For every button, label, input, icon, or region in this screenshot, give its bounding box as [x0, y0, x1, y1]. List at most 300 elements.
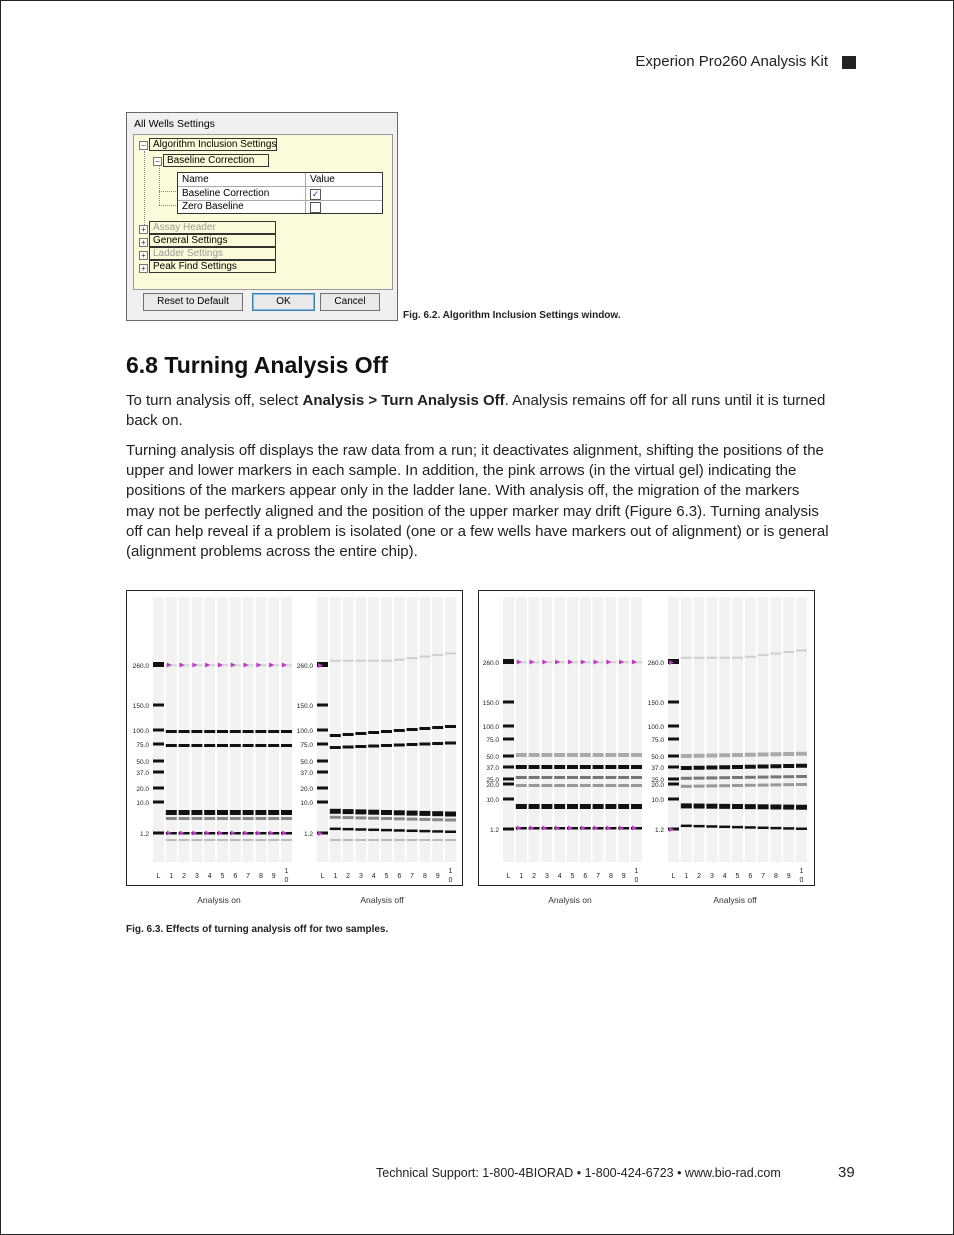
upper-marker-band — [796, 649, 807, 651]
sample-band — [330, 809, 341, 814]
sample-band — [230, 839, 241, 841]
tree-node-baseline-correction[interactable]: Baseline Correction — [163, 154, 269, 167]
ladder-size-label: 1.2 — [654, 827, 664, 834]
sample-band — [554, 776, 565, 779]
sample-band — [217, 817, 228, 820]
plus-icon[interactable]: + — [139, 251, 148, 260]
sample-band — [605, 776, 616, 779]
sample-band — [681, 785, 692, 788]
sample-band — [217, 730, 228, 733]
sample-band — [732, 784, 743, 787]
sample-band — [394, 810, 405, 815]
reset-to-default-button[interactable]: Reset to Default — [143, 293, 243, 311]
sample-band — [381, 817, 392, 820]
sample-band — [368, 810, 379, 815]
ladder-size-label: 37.0 — [300, 770, 313, 777]
settings-tree-panel — [133, 134, 393, 290]
sample-band — [516, 765, 527, 769]
ladder-band — [668, 755, 679, 758]
ladder-band — [503, 701, 514, 704]
gel-lane — [567, 597, 578, 862]
ladder-size-label: 20.0 — [136, 786, 149, 793]
sample-band — [719, 804, 730, 809]
ladder-size-label: 20.0 — [651, 782, 664, 789]
lane-label: 0 — [799, 877, 804, 884]
upper-marker-band — [419, 656, 430, 658]
minus-icon[interactable]: − — [139, 141, 148, 150]
ladder-size-label: 100.0 — [482, 724, 499, 731]
sample-band — [732, 776, 743, 779]
lane-label: 4 — [557, 873, 562, 880]
lane-label: 7 — [246, 873, 251, 880]
sample-band — [681, 777, 692, 780]
sample-band — [381, 839, 392, 841]
sample-band — [554, 753, 565, 757]
dialog-title: All Wells Settings — [134, 118, 215, 130]
sample-band — [719, 784, 730, 787]
sample-band — [593, 776, 604, 779]
gel-panel-sample-1 — [126, 590, 463, 886]
ok-button[interactable]: OK — [252, 293, 315, 311]
sample-band — [281, 744, 292, 747]
ladder-size-label: 50.0 — [300, 759, 313, 766]
sample-band — [745, 753, 756, 757]
zero-baseline-checkbox[interactable] — [310, 202, 321, 213]
lower-marker-band — [368, 829, 379, 832]
plus-icon[interactable]: + — [139, 225, 148, 234]
sample-band — [719, 765, 730, 769]
sample-band — [554, 784, 565, 787]
lane-label: L — [156, 873, 161, 880]
sample-band — [394, 817, 405, 820]
sample-band — [580, 753, 591, 757]
sample-band — [243, 810, 254, 815]
sample-band — [580, 765, 591, 769]
sample-band — [432, 742, 443, 745]
ladder-size-label: 25.0 — [486, 777, 499, 784]
sample-band — [529, 804, 540, 809]
sample-band — [529, 784, 540, 787]
ladder-size-label: 10.0 — [651, 797, 664, 804]
sample-band — [719, 776, 730, 779]
checkmark-icon: ✓ — [311, 189, 320, 199]
gel-lane — [758, 597, 769, 862]
upper-marker-band — [432, 654, 443, 656]
lane-label: 0 — [634, 877, 639, 884]
lower-marker-band — [355, 828, 366, 831]
sample-band — [243, 744, 254, 747]
sample-band — [554, 804, 565, 809]
sample-band — [255, 810, 266, 815]
tree-line — [159, 165, 160, 205]
upper-marker-band — [355, 660, 366, 662]
gel-lane — [783, 597, 794, 862]
lower-marker-band — [419, 830, 430, 833]
gel-lane — [516, 597, 527, 862]
upper-marker-band — [330, 660, 341, 662]
sample-band — [166, 839, 177, 841]
upper-marker-band — [381, 660, 392, 662]
upper-marker-band — [783, 651, 794, 653]
sample-band — [605, 784, 616, 787]
ladder-size-label: 1.2 — [489, 827, 499, 834]
sample-band — [381, 810, 392, 815]
lane-label: 9 — [621, 873, 626, 880]
sample-band — [407, 839, 418, 841]
section-heading: 6.8 Turning Analysis Off — [126, 352, 388, 378]
sample-band — [179, 744, 190, 747]
sample-band — [618, 765, 629, 769]
sample-band — [419, 818, 430, 821]
ladder-size-label: 100.0 — [647, 724, 664, 731]
cancel-button[interactable]: Cancel — [320, 293, 380, 311]
gel-caption-analysis-on-1: Analysis on — [197, 895, 241, 905]
sample-band — [330, 734, 341, 737]
sample-band — [407, 743, 418, 746]
ladder-size-label: 25.0 — [651, 777, 664, 784]
sample-band — [516, 804, 527, 809]
sample-band — [179, 730, 190, 733]
sample-band — [419, 727, 430, 730]
sample-band — [783, 775, 794, 778]
lower-marker-band — [394, 829, 405, 832]
sample-band — [618, 804, 629, 809]
sample-band — [368, 839, 379, 841]
gel-lane — [166, 597, 177, 862]
ladder-band — [668, 783, 679, 786]
sample-band — [758, 784, 769, 787]
gel-lane — [432, 597, 443, 862]
lane-label: L — [506, 873, 511, 880]
sample-band — [567, 784, 578, 787]
sample-band — [355, 809, 366, 814]
sample-band — [191, 744, 202, 747]
lane-label: 1 — [448, 868, 453, 875]
sample-band — [394, 744, 405, 747]
sample-band — [166, 730, 177, 733]
sample-band — [255, 817, 266, 820]
sample-band — [694, 766, 705, 770]
tree-node-assay-header[interactable]: Assay Header — [149, 221, 276, 234]
tree-node-peak-find-settings[interactable]: Peak Find Settings — [149, 260, 276, 273]
sample-band — [694, 804, 705, 809]
property-grid-header — [178, 173, 382, 187]
ladder-size-label: 50.0 — [486, 754, 499, 761]
ladder-size-label: 20.0 — [300, 786, 313, 793]
all-wells-settings-dialog — [126, 112, 398, 321]
lower-marker-band — [758, 827, 769, 830]
sample-band — [281, 839, 292, 841]
sample-band — [541, 765, 552, 769]
sample-band — [204, 744, 215, 747]
ladder-band — [153, 729, 164, 732]
sample-band — [217, 810, 228, 815]
ladder-size-label: 150.0 — [482, 700, 499, 707]
sample-band — [432, 818, 443, 821]
sample-band — [719, 753, 730, 757]
lane-label: 6 — [233, 873, 238, 880]
sample-band — [706, 754, 717, 758]
plus-icon[interactable]: + — [139, 264, 148, 273]
lane-label: 0 — [284, 877, 289, 884]
sample-band — [368, 731, 379, 734]
sample-band — [230, 817, 241, 820]
sample-band — [618, 753, 629, 757]
baseline-correction-checkbox[interactable] — [310, 189, 321, 200]
upper-marker-band — [719, 657, 730, 659]
sample-band — [516, 753, 527, 757]
lane-label: 5 — [570, 873, 575, 880]
tree-node-general-settings[interactable]: General Settings — [149, 234, 276, 247]
ladder-band — [668, 798, 679, 801]
lane-label: 3 — [709, 873, 714, 880]
tree-line — [159, 191, 176, 192]
ladder-size-label: 10.0 — [300, 800, 313, 807]
sample-band — [330, 746, 341, 749]
sample-band — [255, 744, 266, 747]
ladder-size-label: 10.0 — [486, 797, 499, 804]
sample-band — [445, 812, 456, 817]
lane-label: 6 — [748, 873, 753, 880]
sample-band — [343, 809, 354, 814]
sample-band — [179, 817, 190, 820]
sample-band — [618, 784, 629, 787]
ladder-size-label: 150.0 — [296, 703, 313, 710]
sample-band — [191, 730, 202, 733]
sample-band — [529, 776, 540, 779]
lane-label: 6 — [583, 873, 588, 880]
lane-label: 2 — [346, 873, 351, 880]
sample-band — [631, 776, 642, 779]
sample-band — [732, 765, 743, 769]
lane-label: 6 — [397, 873, 402, 880]
ladder-band — [317, 743, 328, 746]
ladder-size-label: 75.0 — [486, 737, 499, 744]
fig-6-2-caption: Fig. 6.2. Algorithm Inclusion Settings window. — [403, 310, 621, 321]
property-name: Zero Baseline — [178, 200, 306, 213]
paragraph-1 — [126, 391, 831, 431]
upper-marker-band — [758, 654, 769, 656]
fig-6-3-caption: Fig. 6.3. Effects of turning analysis off for two samples. — [126, 924, 389, 935]
gel-lane — [281, 597, 292, 862]
ladder-band — [317, 760, 328, 763]
ladder-size-label: 260.0 — [647, 660, 664, 667]
ladder-size-label: 37.0 — [651, 765, 664, 772]
sample-band — [217, 839, 228, 841]
sample-band — [204, 817, 215, 820]
sample-band — [330, 816, 341, 819]
running-header: Experion Pro260 Analysis Kit — [635, 53, 828, 70]
sample-band — [330, 839, 341, 841]
ladder-band — [503, 798, 514, 801]
lower-marker-band — [330, 828, 341, 831]
sample-band — [343, 839, 354, 841]
ladder-band — [317, 704, 328, 707]
gel-lane — [343, 597, 354, 862]
sample-band — [567, 765, 578, 769]
lane-label: 9 — [271, 873, 276, 880]
sample-band — [179, 839, 190, 841]
sample-band — [605, 765, 616, 769]
gel-lane — [694, 597, 705, 862]
lane-label: 1 — [169, 873, 174, 880]
paragraph-2: Turning analysis off displays the raw data from a run; it deactivates alignment, shifting the positions of the upper and lower markers in each sample. In addition, the pink arrows (in the virtual gel) indicating the positions of the markers appear only in the ladder lane. With analysis off, the migration of the markers may not be perfectly aligned and the position of the upper marker may drift (Figure 6.3). Turning analysis off can help reveal if a problem is isolated (one or a few wells have markers out of alignment) or is general (alignment problems across the entire chip). — [126, 442, 829, 561]
lane-label: 7 — [410, 873, 415, 880]
property-row-baseline-correction — [178, 187, 382, 201]
sample-band — [166, 744, 177, 747]
gel-lane — [668, 597, 679, 862]
sample-band — [758, 804, 769, 809]
sample-band — [694, 754, 705, 758]
sample-band — [445, 742, 456, 745]
sample-band — [445, 839, 456, 841]
gel-lane — [706, 597, 717, 862]
lower-marker-band — [706, 825, 717, 828]
lower-marker-band — [432, 830, 443, 833]
property-grid — [177, 172, 383, 214]
sample-band — [230, 730, 241, 733]
sample-band — [706, 766, 717, 770]
ladder-size-label: 260.0 — [296, 663, 313, 670]
sample-band — [381, 744, 392, 747]
sample-band — [783, 764, 794, 768]
ladder-band — [503, 725, 514, 728]
upper-marker-band — [681, 657, 692, 659]
sample-band — [796, 752, 807, 756]
ladder-size-label: 75.0 — [651, 737, 664, 744]
gel-lane — [631, 597, 642, 862]
lower-marker-band — [732, 826, 743, 829]
ladder-band — [668, 738, 679, 741]
gel-lane — [191, 597, 202, 862]
sample-band — [567, 776, 578, 779]
ladder-band — [153, 743, 164, 746]
sample-band — [605, 804, 616, 809]
ladder-band — [153, 832, 164, 835]
sample-band — [204, 839, 215, 841]
gel-lane — [204, 597, 215, 862]
lower-marker-band — [719, 826, 730, 829]
sample-band — [529, 753, 540, 757]
ladder-size-label: 1.2 — [303, 831, 313, 838]
ladder-band — [503, 828, 514, 831]
sample-band — [694, 777, 705, 780]
sample-band — [381, 730, 392, 733]
sample-band — [191, 839, 202, 841]
sample-band — [281, 730, 292, 733]
tree-node-algorithm-inclusion[interactable]: Algorithm Inclusion Settings — [149, 138, 277, 151]
header-square-icon — [842, 56, 856, 69]
plus-icon[interactable]: + — [139, 238, 148, 247]
sample-band — [783, 752, 794, 756]
sample-band — [394, 839, 405, 841]
sample-band — [445, 725, 456, 728]
name-column-header: Name — [178, 173, 306, 186]
ladder-size-label: 260.0 — [482, 660, 499, 667]
sample-band — [605, 753, 616, 757]
tree-node-ladder-settings[interactable]: Ladder Settings — [149, 247, 276, 260]
lower-marker-band — [694, 825, 705, 828]
ladder-size-label: 75.0 — [300, 742, 313, 749]
minus-icon[interactable]: − — [153, 157, 162, 166]
lane-label: 7 — [596, 873, 601, 880]
lane-label: 8 — [258, 873, 263, 880]
lane-label: 8 — [422, 873, 427, 880]
ladder-size-label: 75.0 — [136, 742, 149, 749]
upper-marker-band — [770, 653, 781, 655]
sample-band — [268, 744, 279, 747]
ladder-band — [668, 725, 679, 728]
sample-band — [419, 743, 430, 746]
sample-band — [407, 811, 418, 816]
gel-lane — [255, 597, 266, 862]
sample-band — [770, 752, 781, 756]
lane-label: 7 — [761, 873, 766, 880]
sample-band — [268, 730, 279, 733]
sample-band — [541, 804, 552, 809]
gel-caption-analysis-off-1: Analysis off — [360, 895, 404, 905]
sample-band — [796, 775, 807, 778]
gel-lane — [796, 597, 807, 862]
sample-band — [541, 753, 552, 757]
gel-lane — [719, 597, 730, 862]
gel-lane — [179, 597, 190, 862]
lane-label: 2 — [182, 873, 187, 880]
lower-marker-band — [445, 831, 456, 834]
sample-band — [243, 817, 254, 820]
sample-band — [580, 784, 591, 787]
sample-band — [343, 733, 354, 736]
ladder-band — [153, 787, 164, 790]
sample-band — [355, 732, 366, 735]
sample-band — [567, 753, 578, 757]
lane-label: 3 — [194, 873, 199, 880]
ladder-band — [503, 755, 514, 758]
ladder-size-label: 260.0 — [132, 663, 149, 670]
sample-band — [580, 804, 591, 809]
ladder-band — [668, 778, 679, 781]
sample-band — [407, 818, 418, 821]
value-column-header: Value — [310, 174, 335, 185]
lower-marker-band — [770, 827, 781, 830]
property-name: Baseline Correction — [178, 187, 306, 200]
ladder-band — [668, 701, 679, 704]
sample-band — [516, 776, 527, 779]
ladder-band — [503, 766, 514, 769]
tree-line — [159, 205, 176, 206]
lower-marker-band — [343, 828, 354, 831]
sample-band — [255, 839, 266, 841]
gel-lane — [230, 597, 241, 862]
lower-marker-band — [681, 825, 692, 828]
gel-lane — [580, 597, 591, 862]
ladder-size-label: 10.0 — [136, 800, 149, 807]
property-row-zero-baseline — [178, 200, 382, 213]
gel-lane — [745, 597, 756, 862]
gel-lane — [605, 597, 616, 862]
gel-caption-analysis-on-2: Analysis on — [548, 895, 592, 905]
sample-band — [204, 810, 215, 815]
sample-band — [407, 728, 418, 731]
sample-band — [618, 776, 629, 779]
lane-label: 4 — [207, 873, 212, 880]
ladder-band — [153, 771, 164, 774]
lower-marker-band — [381, 829, 392, 832]
lower-marker-band — [796, 828, 807, 831]
ladder-band — [317, 771, 328, 774]
sample-band — [593, 784, 604, 787]
lane-label: 2 — [697, 873, 702, 880]
